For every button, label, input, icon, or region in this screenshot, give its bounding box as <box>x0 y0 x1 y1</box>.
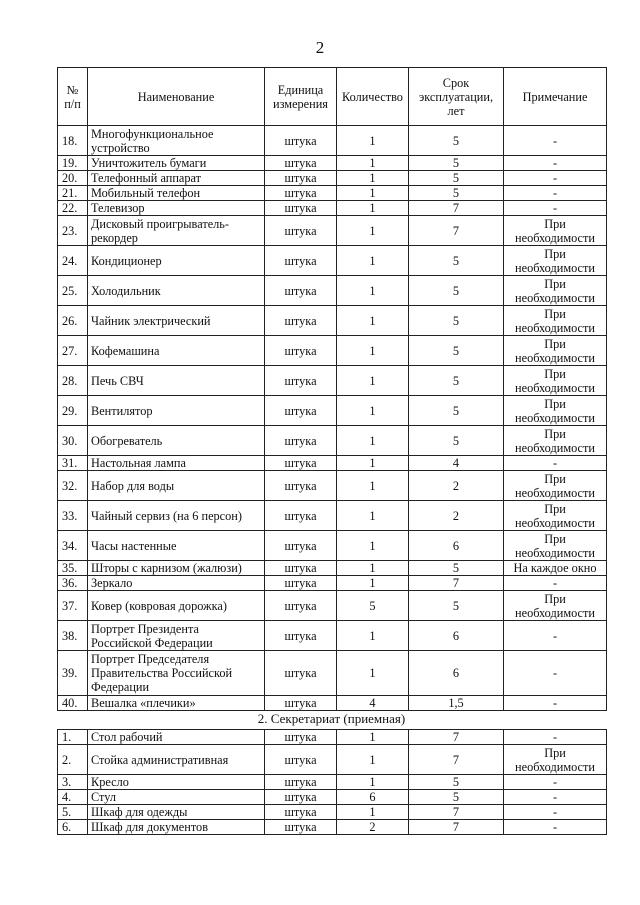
item-unit: штука <box>265 306 337 336</box>
page-number: 2 <box>315 38 325 57</box>
item-name: Телефонный аппарат <box>88 171 265 186</box>
item-service-life: 6 <box>409 531 504 561</box>
item-quantity: 1 <box>337 171 409 186</box>
item-quantity: 1 <box>337 276 409 306</box>
item-service-life: 7 <box>409 820 504 835</box>
row-number: 37. <box>58 591 88 621</box>
item-service-life: 5 <box>409 591 504 621</box>
item-service-life: 1,5 <box>409 696 504 711</box>
item-service-life: 6 <box>409 651 504 696</box>
item-note: - <box>504 651 607 696</box>
item-note: При необходимости <box>504 336 607 366</box>
item-name: Зеркало <box>88 576 265 591</box>
equipment-table <box>57 67 607 711</box>
table-row <box>58 276 607 306</box>
item-service-life: 5 <box>409 561 504 576</box>
item-unit: штука <box>265 171 337 186</box>
item-name: Настольная лампа <box>88 456 265 471</box>
row-number: 35. <box>58 561 88 576</box>
item-quantity: 1 <box>337 156 409 171</box>
table-row <box>58 745 607 775</box>
item-quantity: 4 <box>337 696 409 711</box>
row-number: 33. <box>58 501 88 531</box>
item-unit: штука <box>265 591 337 621</box>
table-row <box>58 775 607 790</box>
item-quantity: 1 <box>337 246 409 276</box>
header-qty: Количество <box>337 68 409 126</box>
row-number: 30. <box>58 426 88 456</box>
item-service-life: 5 <box>409 396 504 426</box>
item-quantity: 1 <box>337 186 409 201</box>
item-name: Стул <box>88 790 265 805</box>
item-note: При необходимости <box>504 276 607 306</box>
item-unit: штука <box>265 396 337 426</box>
row-number: 32. <box>58 471 88 501</box>
table-row <box>58 246 607 276</box>
row-number: 38. <box>58 621 88 651</box>
item-note: При необходимости <box>504 591 607 621</box>
item-quantity: 1 <box>337 531 409 561</box>
item-quantity: 1 <box>337 396 409 426</box>
table-row <box>58 805 607 820</box>
item-unit: штука <box>265 561 337 576</box>
item-unit: штука <box>265 745 337 775</box>
row-number: 31. <box>58 456 88 471</box>
item-note: При необходимости <box>504 471 607 501</box>
table-row <box>58 651 607 696</box>
item-note: При необходимости <box>504 531 607 561</box>
table-row <box>58 396 607 426</box>
item-quantity: 2 <box>337 820 409 835</box>
row-number: 26. <box>58 306 88 336</box>
item-service-life: 5 <box>409 126 504 156</box>
item-note: - <box>504 820 607 835</box>
item-name: Кондиционер <box>88 246 265 276</box>
item-name: Телевизор <box>88 201 265 216</box>
item-note: - <box>504 576 607 591</box>
item-unit: штука <box>265 186 337 201</box>
item-name: Чайник электрический <box>88 306 265 336</box>
item-service-life: 5 <box>409 171 504 186</box>
item-unit: штука <box>265 156 337 171</box>
item-service-life: 6 <box>409 621 504 651</box>
item-unit: штука <box>265 126 337 156</box>
table-row <box>58 366 607 396</box>
item-unit: штука <box>265 276 337 306</box>
item-quantity: 1 <box>337 561 409 576</box>
row-number: 28. <box>58 366 88 396</box>
item-name: Кофемашина <box>88 336 265 366</box>
item-note: - <box>504 156 607 171</box>
item-note: - <box>504 201 607 216</box>
item-quantity: 1 <box>337 456 409 471</box>
item-quantity: 1 <box>337 745 409 775</box>
item-name: Дисковый проигрыватель-рекордер <box>88 216 265 246</box>
item-note: - <box>504 126 607 156</box>
item-name: Вентилятор <box>88 396 265 426</box>
table-row <box>58 171 607 186</box>
item-quantity: 1 <box>337 651 409 696</box>
row-number: 22. <box>58 201 88 216</box>
item-unit: штука <box>265 246 337 276</box>
item-name: Обогреватель <box>88 426 265 456</box>
item-name: Уничтожитель бумаги <box>88 156 265 171</box>
item-name: Портрет Президента Российской Федерации <box>88 621 265 651</box>
table-row <box>58 156 607 171</box>
item-name: Кресло <box>88 775 265 790</box>
item-note: - <box>504 790 607 805</box>
item-service-life: 7 <box>409 730 504 745</box>
row-number: 5. <box>58 805 88 820</box>
section-title: 2. Секретариат (приемная) <box>257 711 406 726</box>
item-unit: штука <box>265 531 337 561</box>
item-note: При необходимости <box>504 501 607 531</box>
item-service-life: 5 <box>409 366 504 396</box>
row-number: 39. <box>58 651 88 696</box>
row-number: 3. <box>58 775 88 790</box>
item-service-life: 2 <box>409 501 504 531</box>
row-number: 19. <box>58 156 88 171</box>
item-service-life: 7 <box>409 201 504 216</box>
item-quantity: 1 <box>337 471 409 501</box>
row-number: 29. <box>58 396 88 426</box>
table-row <box>58 216 607 246</box>
table-row <box>58 531 607 561</box>
item-note: - <box>504 171 607 186</box>
item-name: Ковер (ковровая дорожка) <box>88 591 265 621</box>
item-note: При необходимости <box>504 246 607 276</box>
item-note: - <box>504 621 607 651</box>
item-unit: штука <box>265 336 337 366</box>
item-quantity: 5 <box>337 591 409 621</box>
row-number: 21. <box>58 186 88 201</box>
item-unit: штука <box>265 651 337 696</box>
item-service-life: 7 <box>409 576 504 591</box>
item-unit: штука <box>265 201 337 216</box>
item-name: Портрет Председателя Правительства Российской Федерации <box>88 651 265 696</box>
secretariat-table <box>57 729 607 835</box>
row-number: 18. <box>58 126 88 156</box>
item-quantity: 1 <box>337 366 409 396</box>
item-service-life: 5 <box>409 156 504 171</box>
item-name: Вешалка «плечики» <box>88 696 265 711</box>
item-name: Набор для воды <box>88 471 265 501</box>
item-quantity: 1 <box>337 126 409 156</box>
table-row <box>58 186 607 201</box>
item-name: Шкаф для одежды <box>88 805 265 820</box>
row-number: 1. <box>58 730 88 745</box>
item-quantity: 6 <box>337 790 409 805</box>
item-service-life: 5 <box>409 336 504 366</box>
item-service-life: 5 <box>409 276 504 306</box>
item-unit: штука <box>265 621 337 651</box>
item-service-life: 5 <box>409 426 504 456</box>
item-note: При необходимости <box>504 366 607 396</box>
row-number: 36. <box>58 576 88 591</box>
row-number: 20. <box>58 171 88 186</box>
item-quantity: 1 <box>337 576 409 591</box>
item-unit: штука <box>265 805 337 820</box>
item-service-life: 7 <box>409 216 504 246</box>
item-unit: штука <box>265 696 337 711</box>
item-name: Многофункциональное устройство <box>88 126 265 156</box>
row-number: 24. <box>58 246 88 276</box>
item-unit: штука <box>265 471 337 501</box>
table-row <box>58 790 607 805</box>
item-service-life: 5 <box>409 186 504 201</box>
item-name: Часы настенные <box>88 531 265 561</box>
table-row <box>58 621 607 651</box>
item-note: - <box>504 456 607 471</box>
row-number: 23. <box>58 216 88 246</box>
item-note: При необходимости <box>504 426 607 456</box>
table-row <box>58 336 607 366</box>
item-unit: штука <box>265 366 337 396</box>
table-row <box>58 730 607 745</box>
item-unit: штука <box>265 576 337 591</box>
table-row <box>58 576 607 591</box>
header-unit: Единица измерения <box>265 68 337 126</box>
item-service-life: 7 <box>409 745 504 775</box>
item-note: На каждое окно <box>504 561 607 576</box>
table-row <box>58 696 607 711</box>
item-service-life: 7 <box>409 805 504 820</box>
table-row <box>58 456 607 471</box>
table-row <box>58 471 607 501</box>
item-unit: штука <box>265 790 337 805</box>
item-unit: штука <box>265 426 337 456</box>
row-number: 4. <box>58 790 88 805</box>
item-service-life: 5 <box>409 306 504 336</box>
table-row <box>58 306 607 336</box>
item-note: При необходимости <box>504 745 607 775</box>
item-service-life: 5 <box>409 790 504 805</box>
item-quantity: 1 <box>337 201 409 216</box>
item-service-life: 4 <box>409 456 504 471</box>
item-note: - <box>504 696 607 711</box>
item-unit: штука <box>265 820 337 835</box>
item-quantity: 1 <box>337 775 409 790</box>
row-number: 2. <box>58 745 88 775</box>
table-row <box>58 426 607 456</box>
item-name: Чайный сервиз (на 6 персон) <box>88 501 265 531</box>
item-note: - <box>504 805 607 820</box>
item-quantity: 1 <box>337 336 409 366</box>
item-service-life: 5 <box>409 246 504 276</box>
header-life: Срок эксплуатации, лет <box>409 68 504 126</box>
item-note: - <box>504 730 607 745</box>
item-name: Печь СВЧ <box>88 366 265 396</box>
header-name: Наименование <box>88 68 265 126</box>
table-row <box>58 126 607 156</box>
table-row <box>58 820 607 835</box>
row-number: 34. <box>58 531 88 561</box>
item-service-life: 5 <box>409 775 504 790</box>
item-unit: штука <box>265 730 337 745</box>
row-number: 6. <box>58 820 88 835</box>
item-name: Шкаф для документов <box>88 820 265 835</box>
item-quantity: 1 <box>337 306 409 336</box>
item-quantity: 1 <box>337 501 409 531</box>
item-note: - <box>504 186 607 201</box>
item-unit: штука <box>265 775 337 790</box>
item-quantity: 1 <box>337 426 409 456</box>
table-row <box>58 591 607 621</box>
item-note: При необходимости <box>504 396 607 426</box>
row-number: 40. <box>58 696 88 711</box>
item-unit: штука <box>265 501 337 531</box>
item-name: Шторы с карнизом (жалюзи) <box>88 561 265 576</box>
item-service-life: 2 <box>409 471 504 501</box>
header-note: Примечание <box>504 68 607 126</box>
item-name: Холодильник <box>88 276 265 306</box>
item-name: Стойка административная <box>88 745 265 775</box>
item-quantity: 1 <box>337 805 409 820</box>
item-note: При необходимости <box>504 216 607 246</box>
header-num: № п/п <box>58 68 88 126</box>
item-quantity: 1 <box>337 216 409 246</box>
item-name: Стол рабочий <box>88 730 265 745</box>
table-row <box>58 561 607 576</box>
table-header-row <box>58 68 607 126</box>
table-row <box>58 201 607 216</box>
item-unit: штука <box>265 456 337 471</box>
table-row <box>58 501 607 531</box>
item-quantity: 1 <box>337 621 409 651</box>
row-number: 27. <box>58 336 88 366</box>
item-quantity: 1 <box>337 730 409 745</box>
row-number: 25. <box>58 276 88 306</box>
item-note: При необходимости <box>504 306 607 336</box>
item-unit: штука <box>265 216 337 246</box>
item-name: Мобильный телефон <box>88 186 265 201</box>
item-note: - <box>504 775 607 790</box>
